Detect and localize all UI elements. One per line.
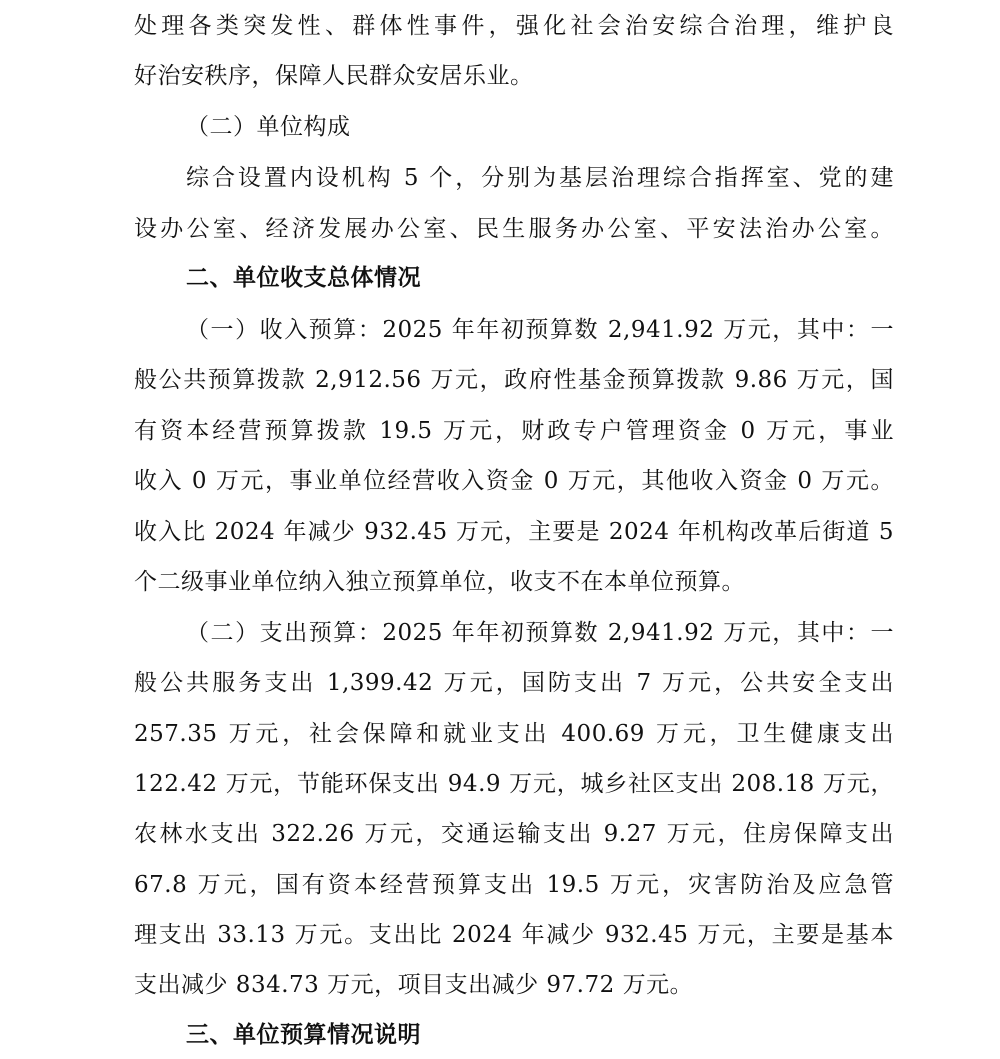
body-text-line: 收入 0 万元，事业单位经营收入资金 0 万元，其他收入资金 0 万元。 [134,468,894,494]
body-text-line: （一）收入预算：2025 年年初预算数 2,941.92 万元，其中：一 [186,317,894,343]
body-text-line: 农林水支出 322.26 万元，交通运输支出 9.27 万元，住房保障支出 [134,821,894,847]
body-text-line: 处理各类突发性、群体性事件，强化社会治安综合治理，维护良 [134,13,894,39]
body-text-line: 理支出 33.13 万元。支出比 2024 年减少 932.45 万元，主要是基本 [134,922,894,948]
body-text-line: 122.42 万元，节能环保支出 94.9 万元，城乡社区支出 208.18 万元， [134,771,894,797]
section-heading-budget-overview: 二、单位收支总体情况 [186,264,421,291]
body-text-line: 好治安秩序，保障人民群众安居乐业。 [134,63,534,89]
body-text-line: （二）支出预算：2025 年年初预算数 2,941.92 万元，其中：一 [186,620,894,646]
body-text-line: 支出减少 834.73 万元，项目支出减少 97.72 万元。 [134,972,694,998]
body-text-line: 设办公室、经济发展办公室、民生服务办公室、平安法治办公室。 [134,216,894,242]
body-text-line: 收入比 2024 年减少 932.45 万元，主要是 2024 年机构改革后街道 5 [134,519,894,545]
section-heading-budget-explanation: 三、单位预算情况说明 [186,1021,421,1048]
body-text-line: 67.8 万元，国有资本经营预算支出 19.5 万元，灾害防治及应急管 [134,872,894,898]
body-text-line: 257.35 万元，社会保障和就业支出 400.69 万元，卫生健康支出 [134,721,894,747]
body-text-line: 般公共预算拨款 2,912.56 万元，政府性基金预算拨款 9.86 万元，国 [134,367,894,393]
body-text-line: 有资本经营预算拨款 19.5 万元，财政专户管理资金 0 万元，事业 [134,418,894,444]
body-text-line: 综合设置内设机构 5 个，分别为基层治理综合指挥室、党的建 [186,165,894,191]
body-text-line: 个二级事业单位纳入独立预算单位，收支不在本单位预算。 [134,569,745,595]
section-subheading-unit-composition: （二）单位构成 [186,114,351,140]
body-text-line: 般公共服务支出 1,399.42 万元，国防支出 7 万元，公共安全支出 [134,670,894,696]
